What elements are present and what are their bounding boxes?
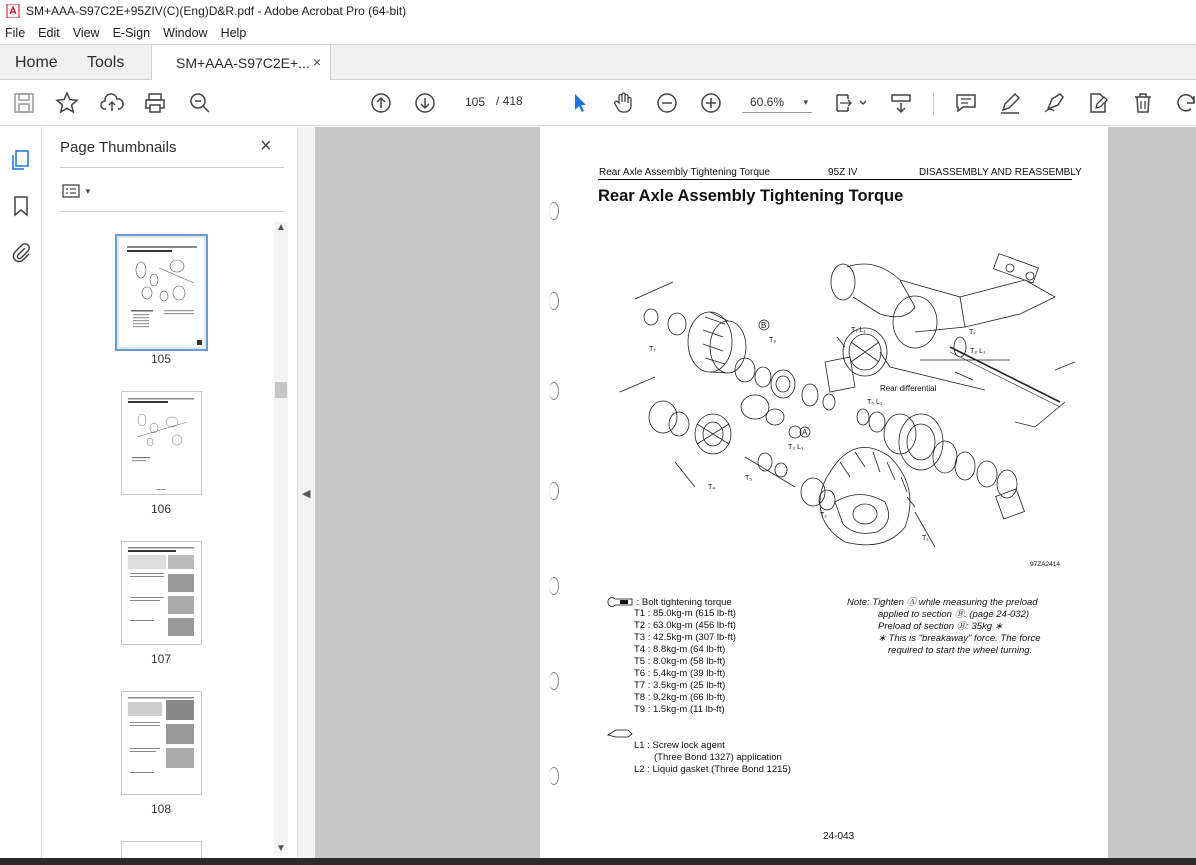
toolbar: [0, 80, 1196, 126]
binder-hole: [549, 482, 559, 500]
panel-title: Page Thumbnails: [60, 139, 177, 156]
menu-bar: [0, 22, 1196, 44]
chevron-down-icon: ▾: [85, 186, 91, 196]
note-line: applied to section Ⓑ. (page 24-032): [878, 609, 1030, 620]
bookmark-star-icon[interactable]: [55, 91, 79, 115]
tab-home[interactable]: Home: [15, 54, 58, 71]
thumbnail-preview: [122, 542, 201, 644]
comment-icon[interactable]: [954, 91, 978, 115]
binder-hole: [549, 292, 559, 310]
torque-item: T6 : 5.4kg-m (39 lb-ft): [634, 668, 726, 679]
tab-bar: [0, 44, 1196, 80]
header-rule: [598, 179, 1072, 180]
tab-tools[interactable]: Tools: [87, 54, 125, 71]
torque-item: T3 : 42.5kg-m (307 lb-ft): [634, 632, 736, 643]
highlight-pen-icon[interactable]: [998, 91, 1022, 115]
torque-item: T2 : 63.0kg-m (456 lb-ft): [634, 620, 736, 631]
thumbnail-page-107[interactable]: [121, 541, 202, 645]
torque-heading-text: : Bolt tightening torque: [636, 597, 732, 608]
sealant-item: L2 : Liquid gasket (Three Bond 1215): [634, 764, 791, 775]
svg-text:T₈ L₁: T₈ L₁: [970, 348, 986, 355]
sealant-tube-icon: [606, 727, 634, 739]
title-bar: [0, 0, 1196, 22]
zoom-out-icon[interactable]: [655, 91, 679, 115]
scroll-mode-icon[interactable]: [889, 91, 913, 115]
thumbnail-page-108[interactable]: [121, 691, 202, 795]
binder-hole: [549, 672, 559, 690]
page-number-input[interactable]: 105: [464, 95, 486, 109]
svg-text:T₅: T₅: [745, 475, 753, 482]
delete-trash-icon[interactable]: [1131, 91, 1155, 115]
svg-text:T₉: T₉: [769, 337, 777, 344]
previous-page-icon[interactable]: [369, 91, 393, 115]
close-panel-icon[interactable]: ×: [260, 135, 272, 157]
torque-item: T7 : 3.5kg-m (25 lb-ft): [634, 680, 726, 691]
thumbnail-preview: [122, 692, 201, 794]
binder-hole: [549, 767, 559, 785]
thumbnail-page-106[interactable]: [121, 391, 202, 495]
thumbnail-scrollbar[interactable]: [274, 222, 288, 854]
menu-edit[interactable]: Edit: [38, 26, 60, 40]
torque-item: T9 : 1.5kg-m (11 lb-ft): [634, 704, 725, 715]
torque-item: T5 : 8.0kg-m (58 lb-ft): [634, 656, 726, 667]
next-page-icon[interactable]: [413, 91, 437, 115]
rotate-icon[interactable]: [1174, 91, 1196, 115]
svg-text:T₃ L₁: T₃ L₁: [788, 444, 804, 451]
note-line: Note: Tighten Ⓐ while measuring the preload: [847, 597, 1038, 608]
running-header-model: 95Z IV: [828, 167, 858, 178]
menu-help[interactable]: Help: [220, 26, 247, 40]
page-thumbnails-panel: [42, 127, 297, 865]
tab-document[interactable]: [151, 44, 331, 81]
svg-text:T₁: T₁: [922, 535, 929, 542]
bookmarks-icon[interactable]: [10, 195, 32, 217]
svg-text:T₅ L₁: T₅ L₁: [867, 399, 883, 406]
panel-divider: [60, 167, 284, 168]
note-line: required to start the wheel turning.: [888, 645, 1033, 656]
total-pages: / 418: [496, 94, 523, 108]
wrench-icon: [606, 597, 634, 607]
menu-view[interactable]: View: [72, 26, 100, 40]
scroll-up-icon[interactable]: ▲: [276, 222, 286, 233]
close-tab-icon[interactable]: ×: [313, 54, 322, 70]
menu-esign[interactable]: E-Sign: [112, 26, 151, 40]
scroll-down-icon[interactable]: ▼: [276, 843, 286, 854]
binder-hole: [549, 202, 559, 220]
note-block: [847, 597, 1087, 657]
draw-sign-icon[interactable]: [1042, 91, 1066, 115]
running-header-section: DISASSEMBLY AND REASSEMBLY: [919, 167, 1082, 178]
window-title: SM+AAA-S97C2E+95ZIV(C)(Eng)D&R.pdf - Adobe Acrobat Pro (64-bit): [26, 4, 407, 18]
page-number-footer: 24-043: [823, 831, 855, 842]
panel-divider: [60, 211, 284, 212]
torque-item: T4 : 8.8kg-m (64 lb-ft): [634, 644, 726, 655]
left-rail: [0, 127, 42, 865]
thumbnail-options-button[interactable]: [62, 182, 90, 199]
thumbnail-label: 106: [150, 502, 172, 516]
note-line: Preload of section Ⓑ: 35kg ∗: [878, 621, 1003, 632]
menu-window[interactable]: Window: [163, 26, 208, 40]
print-icon[interactable]: [143, 91, 167, 115]
figure-code: 97ZA2414: [1030, 561, 1060, 568]
attachments-paperclip-icon[interactable]: [10, 241, 32, 263]
collapse-panel-icon[interactable]: ◀: [302, 488, 311, 500]
svg-text:T₄: T₄: [708, 484, 716, 491]
zoom-in-icon[interactable]: [699, 91, 723, 115]
svg-text:T₇ L₁: T₇ L₁: [851, 327, 866, 334]
thumbnail-preview: [122, 392, 201, 494]
panel-splitter[interactable]: [297, 127, 315, 865]
menu-file[interactable]: File: [5, 26, 26, 40]
save-icon[interactable]: [12, 91, 36, 115]
svg-text:T₇: T₇: [649, 346, 656, 353]
zoom-search-icon[interactable]: [188, 91, 212, 115]
edit-document-icon[interactable]: [1086, 91, 1110, 115]
thumbnail-label: 108: [150, 802, 172, 816]
zoom-level-select[interactable]: [742, 91, 812, 113]
scrollbar-thumb[interactable]: [275, 382, 287, 398]
torque-item: T8 : 9.2kg-m (66 lb-ft): [634, 692, 726, 703]
toolbar-separator: [933, 93, 934, 115]
running-header-left: Rear Axle Assembly Tightening Torque: [599, 167, 771, 178]
torque-list: [634, 608, 736, 716]
hand-tool-icon[interactable]: [611, 91, 635, 115]
svg-text:T₇: T₇: [969, 329, 976, 336]
pdf-page: [540, 127, 1108, 865]
select-cursor-icon[interactable]: [568, 91, 592, 115]
upload-cloud-icon[interactable]: [100, 91, 124, 115]
exploded-axle-diagram: [615, 252, 1075, 552]
diagram-label: Rear differential: [880, 384, 937, 393]
list-options-icon: [62, 183, 80, 199]
svg-text:A: A: [802, 428, 808, 437]
binder-hole: [549, 382, 559, 400]
sealant-item: (Three Bond 1327) application: [654, 752, 782, 763]
page-thumbnails-icon[interactable]: [10, 149, 32, 171]
note-line: ∗ This is "breakaway" force. The force: [878, 633, 1041, 644]
thumbnail-page-105[interactable]: [115, 234, 208, 351]
zoom-level-value: 60.6%: [750, 95, 785, 109]
tab-document-label: SM+AAA-S97C2E+...: [176, 55, 310, 71]
binder-hole: [549, 577, 559, 595]
thumbnail-label: 105: [150, 352, 172, 366]
sealant-list: [634, 740, 791, 776]
svg-text:B: B: [761, 321, 767, 330]
document-title: Rear Axle Assembly Tightening Torque: [598, 187, 904, 205]
thumbnail-preview: [119, 238, 204, 347]
chevron-down-icon: ▾: [803, 97, 808, 107]
thumbnail-label: 107: [150, 652, 172, 666]
sealant-item: L1 : Screw lock agent: [634, 740, 725, 751]
svg-text:T₂: T₂: [820, 512, 827, 519]
page-fit-icon[interactable]: [834, 91, 868, 115]
torque-item: T1 : 85.0kg-m (615 lb-ft): [634, 608, 736, 619]
taskbar-strip: [0, 858, 1196, 865]
acrobat-icon: [6, 4, 20, 18]
